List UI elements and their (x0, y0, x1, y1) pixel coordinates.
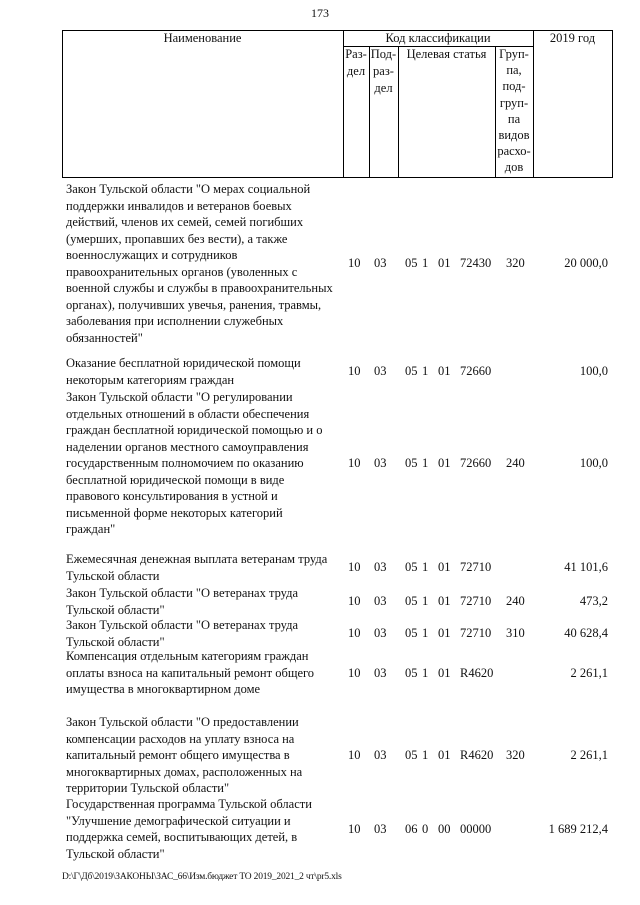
row-name-line: капитальный ремонт общего имущества в (66, 748, 290, 762)
row-name-line: органах), получивших увечья, ранения, травмы, (66, 297, 322, 312)
row-name-line: (умерших, пропавших без вести), а также (66, 231, 288, 246)
table-row (0, 617, 640, 650)
cell-expense-group: 240 (506, 456, 525, 470)
cell-razdel: 10 (348, 748, 361, 762)
cell-subprogram: 0 (422, 821, 429, 836)
row-name-line: Тульской области" (66, 846, 165, 861)
cell-podrazdel: 03 (374, 456, 387, 470)
row-name (66, 585, 348, 618)
cell-subprogram: 1 (422, 594, 429, 609)
cell-podrazdel: 03 (374, 626, 387, 641)
cell-amount: 1 689 212,4 (548, 821, 608, 836)
cell-razdel: 10 (348, 364, 361, 379)
row-name-line: Государственная программа Тульской области (66, 797, 312, 811)
row-name-line: "Улучшение демографической ситуации и (66, 813, 291, 828)
cell-program: 05 (405, 626, 418, 641)
row-name-line: Закон Тульской области "О предоставлении (66, 715, 299, 729)
row-name-line: территории Тульской области" (66, 781, 230, 795)
row-name-line: отдельных отношений в области обеспечения (66, 406, 310, 421)
cell-direction: 72660 (460, 456, 492, 470)
cell-direction: 72660 (460, 364, 492, 379)
cell-direction: 72710 (460, 560, 492, 575)
cell-podrazdel: 03 (374, 594, 387, 609)
cell-program: 06 (405, 821, 418, 836)
cell-direction: 72710 (460, 594, 492, 609)
cell-direction: R4620 (460, 748, 494, 762)
cell-razdel: 10 (348, 456, 361, 470)
table-row (0, 714, 640, 797)
table-row (0, 648, 640, 698)
row-name-line: Компенсация отдельным категориям граждан (66, 649, 309, 663)
cell-program: 05 (405, 748, 418, 762)
table-row (0, 551, 640, 584)
row-name-line: бесплатной юридической помощи в виде (66, 472, 285, 487)
cell-podrazdel: 03 (374, 364, 387, 379)
row-name (66, 617, 348, 650)
cell-amount: 40 628,4 (564, 626, 608, 641)
cell-razdel: 10 (348, 560, 361, 575)
cell-podrazdel: 03 (374, 560, 387, 575)
row-name-line: Закон Тульской области "О ветеранах труда (66, 586, 299, 600)
cell-subprogram: 1 (422, 364, 429, 379)
row-name (66, 551, 348, 584)
cell-subprogram: 1 (422, 456, 429, 470)
row-name-line: обязанностей" (66, 330, 143, 345)
cell-direction: R4620 (460, 665, 494, 680)
cell-subprogram: 1 (422, 256, 429, 271)
table-row (0, 389, 640, 538)
header-group: Груп- па, под- груп- па видов расхо- дов (497, 47, 531, 175)
cell-razdel: 10 (348, 256, 361, 271)
row-name-line: поддержки инвалидов и ветеранов боевых (66, 198, 292, 213)
cell-main-event: 01 (438, 456, 451, 470)
cell-direction: 72710 (460, 626, 492, 641)
header-classification: Код классификации (385, 31, 491, 45)
row-name-line: наделении органов местного самоуправления (66, 439, 309, 454)
row-name-line: Закон Тульской области "О регулировании (66, 390, 293, 404)
cell-podrazdel: 03 (374, 256, 387, 271)
row-name-line: Закон Тульской области "О мерах социальной (66, 182, 311, 196)
row-name-line: военнослужащих и сотрудников (66, 248, 238, 262)
cell-razdel: 10 (348, 821, 361, 836)
row-name-line: письменной форме некоторых категорий (66, 505, 283, 520)
row-name (66, 389, 348, 538)
cell-main-event: 01 (438, 594, 451, 609)
row-name-line: правового консультирования в устной и (66, 489, 278, 503)
row-name-line: некоторым категориям граждан (66, 372, 235, 387)
cell-razdel: 10 (348, 665, 361, 680)
row-name-line: компенсации расходов на уплату взноса на (66, 731, 295, 746)
table-row (0, 796, 640, 862)
row-name-line: Тульской области" (66, 634, 165, 649)
row-name-line: Оказание бесплатной юридической помощи (66, 356, 301, 370)
row-name-line: граждан бесплатной юридической помощью и о (66, 423, 323, 437)
row-name-line: оплаты взноса на капитальный ремонт общего (66, 665, 315, 680)
row-name-line: государственным полномочием по оказанию (66, 456, 304, 470)
cell-main-event: 01 (438, 364, 451, 379)
row-name-line: многоквартирных домах, расположенных на (66, 764, 303, 779)
cell-podrazdel: 03 (374, 821, 387, 836)
header-name: Наименование (163, 31, 242, 45)
page-number: 173 (311, 6, 329, 20)
cell-expense-group: 320 (506, 748, 525, 762)
row-name (66, 648, 348, 698)
cell-main-event: 01 (438, 560, 451, 575)
cell-amount: 41 101,6 (564, 560, 608, 575)
cell-amount: 100,0 (579, 364, 608, 379)
cell-subprogram: 1 (422, 748, 429, 762)
cell-main-event: 01 (438, 665, 451, 680)
cell-podrazdel: 03 (374, 748, 387, 762)
row-name-line: поддержка семей, воспитывающих детей, в (66, 830, 298, 844)
row-name-line: Тульской области (66, 568, 160, 583)
header-target: Целевая статья (406, 47, 487, 61)
cell-subprogram: 1 (422, 665, 429, 680)
header-podrazdel: Под- раз- дел (370, 47, 397, 95)
cell-expense-group: 240 (506, 594, 525, 609)
cell-main-event: 01 (438, 256, 451, 271)
row-name (66, 181, 348, 346)
row-name-line: граждан" (66, 522, 116, 536)
row-name-line: Ежемесячная денежная выплата ветеранам труда (66, 552, 328, 566)
cell-direction: 00000 (460, 821, 492, 836)
row-name-line: имущества в многоквартирном доме (66, 682, 261, 696)
cell-program: 05 (405, 665, 418, 680)
cell-amount: 2 261,1 (570, 665, 608, 680)
cell-amount: 2 261,1 (570, 748, 608, 762)
row-name (66, 796, 348, 862)
row-name-line: действий, членов их семей, семей погибших (66, 215, 304, 229)
cell-subprogram: 1 (422, 626, 429, 641)
file-path-footer: D:\Г\Дб\2019\ЗАКОНЫ\ЗАС_66\Изм.бюджет ТО 2019_2021_2 чт\pr5.xls (62, 872, 342, 882)
row-name (66, 355, 348, 388)
row-name-line: правоохранительных органов (уволенных с (66, 264, 298, 279)
cell-expense-group: 320 (506, 256, 525, 271)
cell-program: 05 (405, 256, 418, 271)
header-razdel: Раз- дел (345, 47, 367, 78)
cell-podrazdel: 03 (374, 665, 387, 680)
row-name-line: Закон Тульской области "О ветеранах труда (66, 618, 299, 632)
cell-program: 05 (405, 560, 418, 575)
cell-razdel: 10 (348, 626, 361, 641)
cell-program: 05 (405, 456, 418, 470)
cell-program: 05 (405, 594, 418, 609)
cell-main-event: 00 (438, 821, 451, 836)
table-row (0, 181, 640, 346)
table-row (0, 585, 640, 618)
row-name-line: Тульской области" (66, 602, 165, 617)
cell-amount: 100,0 (579, 456, 608, 470)
cell-main-event: 01 (438, 626, 451, 641)
row-name-line: заболевания при исполнении служебных (66, 314, 284, 328)
cell-subprogram: 1 (422, 560, 429, 575)
table-row (0, 355, 640, 388)
cell-amount: 20 000,0 (564, 256, 608, 271)
row-name-line: военной службы и службы в правоохранительных (66, 281, 333, 295)
header-year: 2019 год (549, 31, 596, 45)
cell-program: 05 (405, 364, 418, 379)
cell-amount: 473,2 (579, 594, 608, 609)
cell-razdel: 10 (348, 594, 361, 609)
cell-direction: 72430 (460, 256, 492, 271)
cell-expense-group: 310 (506, 626, 525, 641)
cell-main-event: 01 (438, 748, 451, 762)
row-name (66, 714, 348, 797)
